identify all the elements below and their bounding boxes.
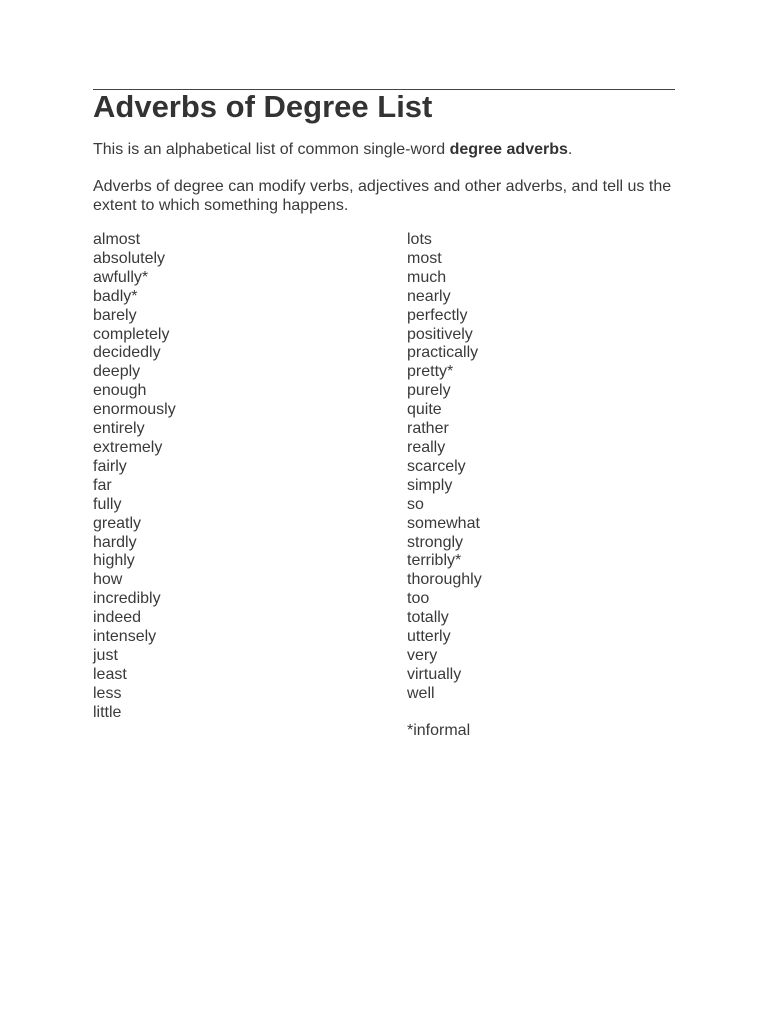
intro-suffix: . (567, 141, 573, 158)
adverb-list-item: strongly (407, 533, 464, 551)
adverb-list-item: badly* (93, 287, 138, 305)
adverb-list-item: incredibly (93, 590, 161, 608)
adverb-list-item: pretty* (407, 363, 454, 381)
adverb-list-left (93, 231, 176, 723)
page-title: Adverbs of Degree List (93, 89, 433, 124)
adverb-list-item: indeed (93, 609, 142, 627)
adverb-list-item: most (407, 249, 442, 267)
adverb-list-item: totally (407, 609, 449, 627)
adverb-list-item: just (93, 646, 118, 664)
adverb-list-item: thoroughly (407, 571, 482, 589)
adverb-list-item: practically (407, 344, 479, 362)
adverb-list-item: much (407, 268, 447, 286)
adverb-list-item: how (93, 571, 123, 589)
adverb-list-item: deeply (93, 363, 141, 381)
adverb-list-item: virtually (407, 665, 462, 683)
adverb-list-item: nearly (407, 287, 451, 305)
adverb-list-item: barely (93, 306, 137, 324)
adverb-list-item: far (93, 476, 112, 494)
adverb-list-item: quite (407, 401, 442, 419)
adverb-list-item: purely (407, 382, 451, 400)
footnote: *informal (407, 722, 471, 739)
adverb-list-item: little (93, 703, 122, 721)
adverb-list-item: decidedly (93, 344, 161, 362)
intro-text: This is an alphabetical list of common single-word (93, 141, 450, 158)
adverb-list-item: greatly (93, 514, 142, 532)
adverb-list-item: enough (93, 382, 147, 400)
adverb-list-item: utterly (407, 628, 451, 646)
adverb-list-item: scarcely (407, 457, 466, 475)
adverb-list-item: fully (93, 495, 122, 513)
adverb-list-item: perfectly (407, 306, 468, 324)
adverb-list-item: entirely (93, 420, 145, 438)
adverb-list-item: somewhat (407, 514, 480, 532)
adverb-list-item: extremely (93, 438, 163, 456)
adverb-list-item: completely (93, 325, 170, 343)
description-paragraph: Adverbs of degree can modify verbs, adjectives and other adverbs, and tell us the extent to which something happens. (93, 178, 672, 214)
adverb-list-item: lots (407, 231, 432, 248)
adverb-list-item: hardly (93, 533, 137, 551)
adverb-list-item: almost (93, 231, 141, 248)
adverb-list-item: positively (407, 325, 473, 343)
adverb-list-item: rather (407, 420, 449, 438)
adverb-list-item: too (407, 590, 430, 608)
adverb-list-item: enormously (93, 401, 176, 419)
adverb-list-item: least (93, 665, 127, 683)
adverb-list-item: very (407, 646, 438, 664)
adverb-list-item: fairly (93, 457, 127, 475)
adverb-list-item: absolutely (93, 249, 166, 267)
adverb-list-item: intensely (93, 628, 157, 646)
adverb-list-item: less (93, 684, 122, 702)
adverb-list-item: simply (407, 476, 453, 494)
adverb-list-item: well (407, 684, 435, 702)
adverb-list-item: awfully* (93, 268, 149, 286)
adverb-list-item: so (407, 495, 424, 513)
intro-bold-term: degree adverbs (449, 141, 568, 158)
adverb-list-item: really (407, 438, 446, 456)
adverb-list-item: terribly* (407, 552, 462, 570)
adverb-list-right (407, 231, 482, 704)
intro-paragraph (93, 140, 572, 159)
adverb-list-item: highly (93, 552, 135, 570)
